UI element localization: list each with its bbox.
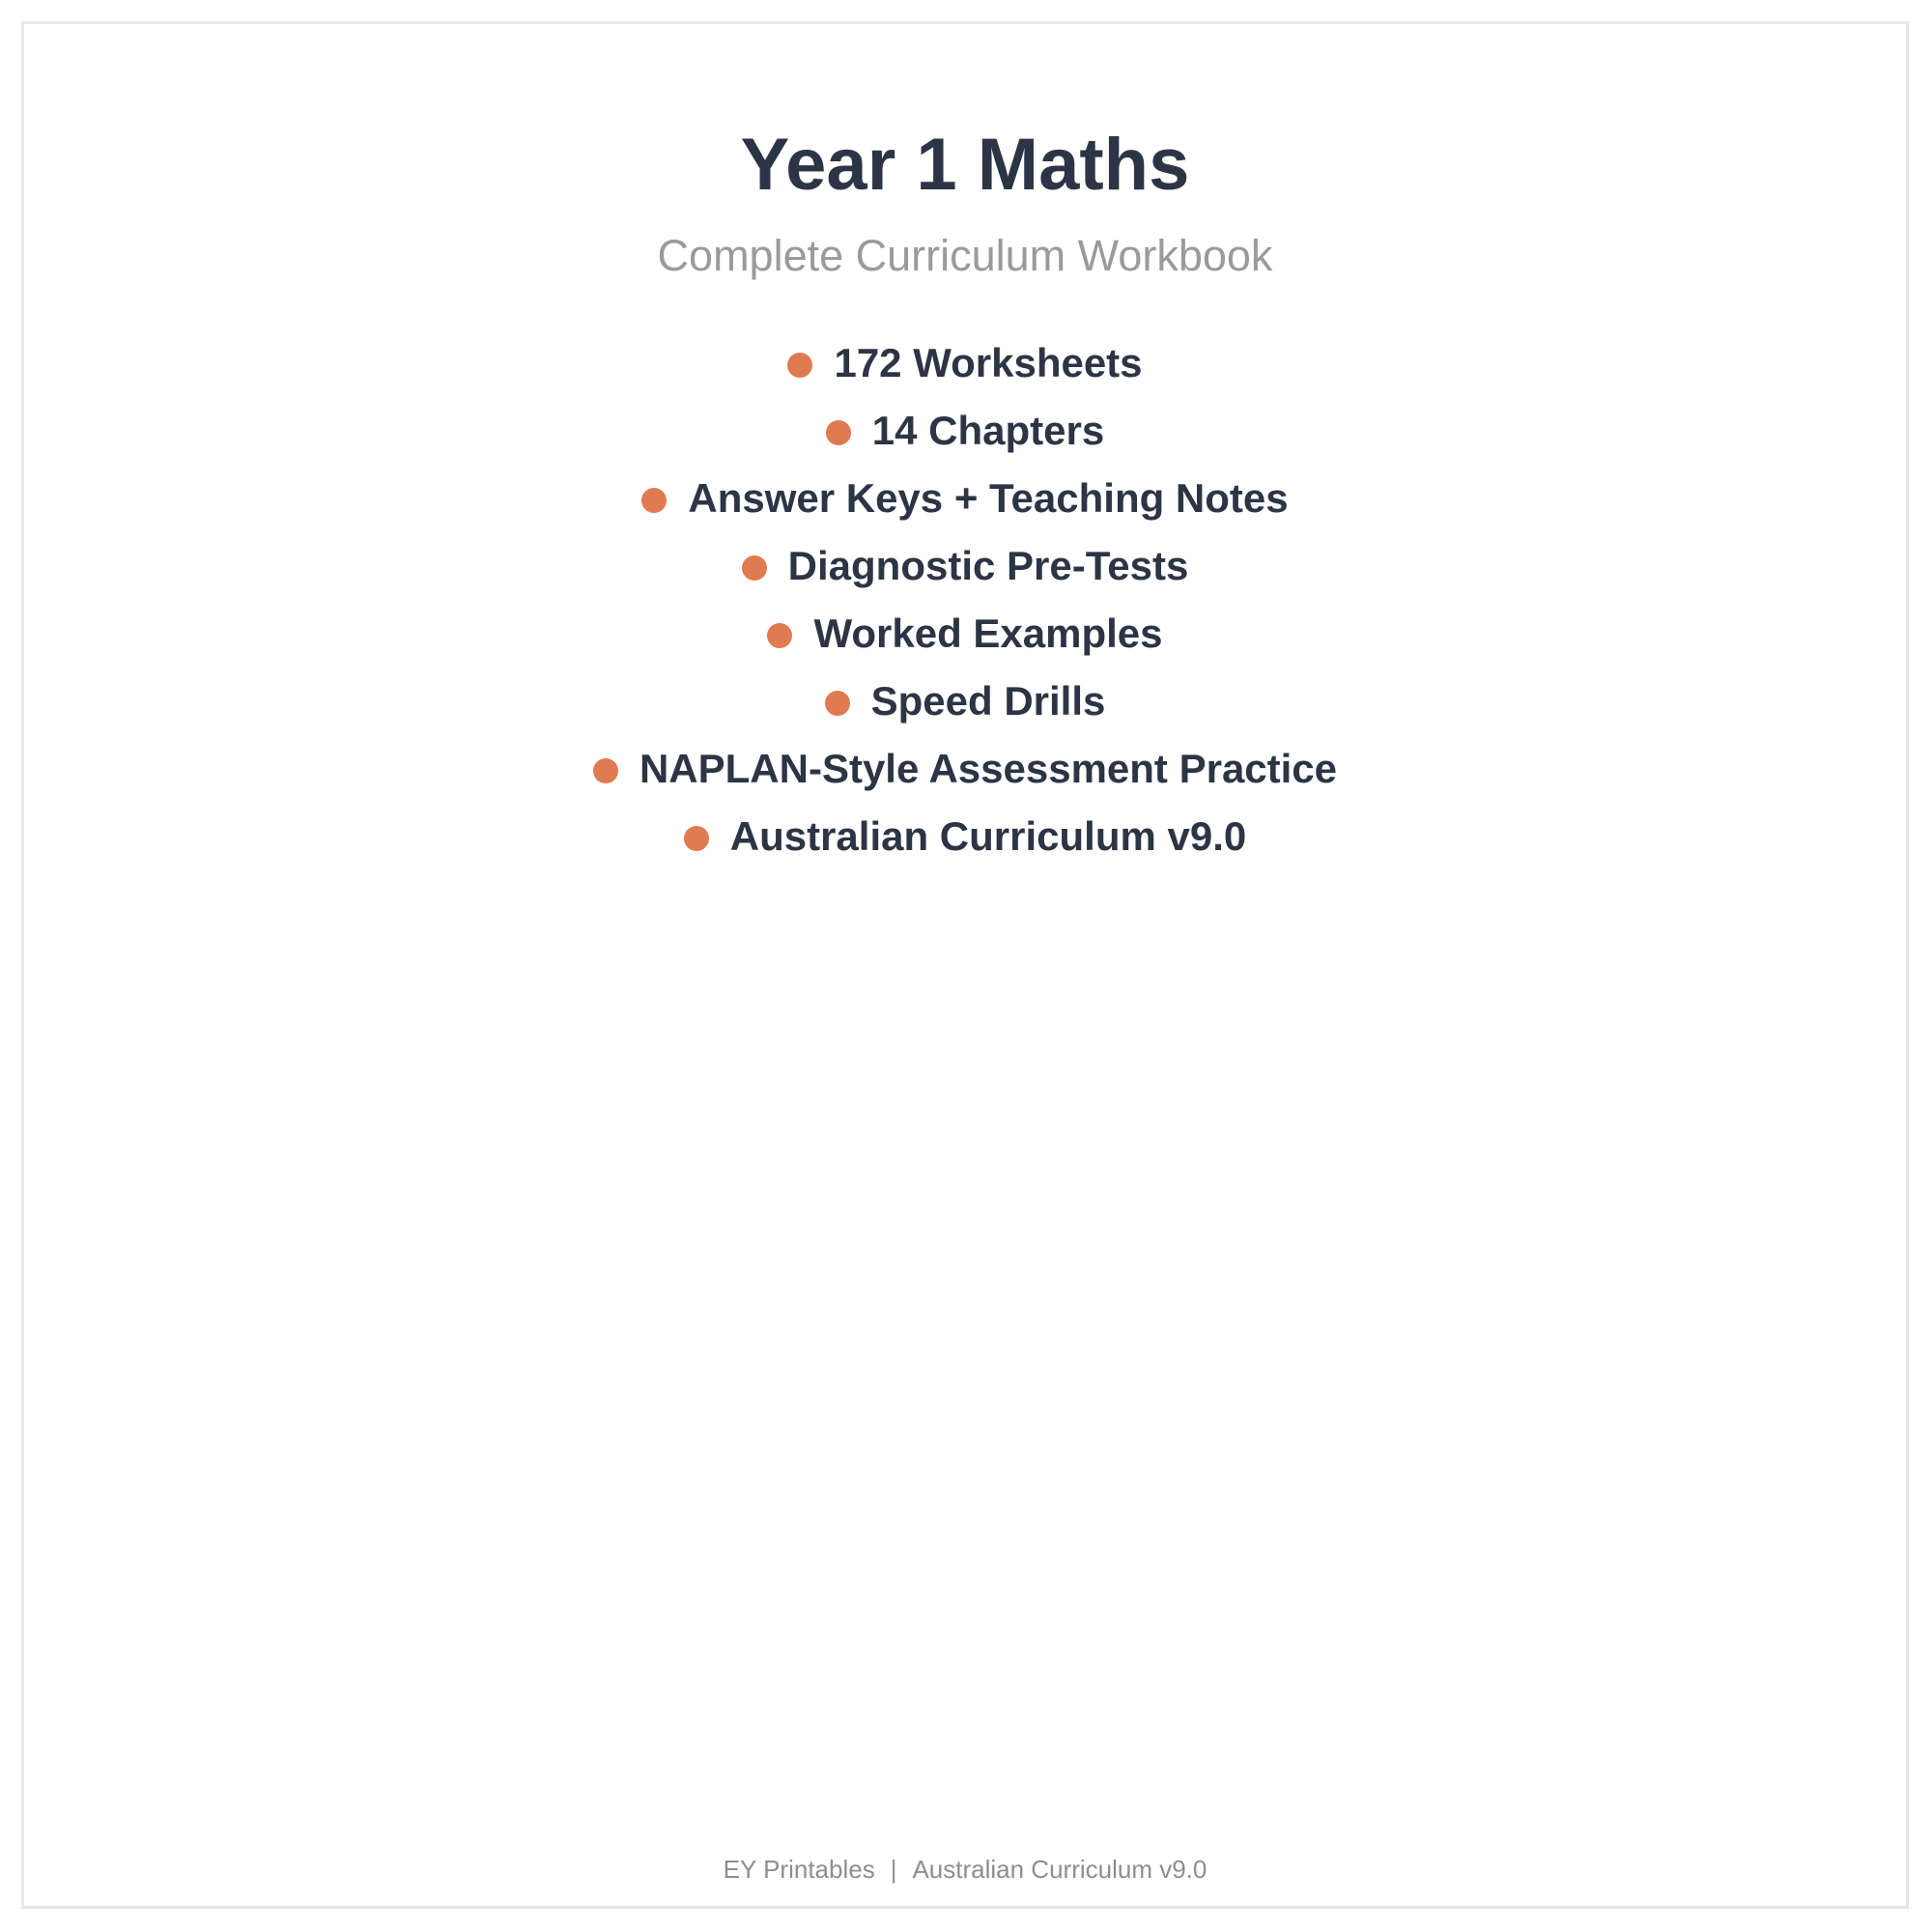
feature-item <box>24 465 1906 532</box>
feature-item <box>24 803 1906 870</box>
feature-item <box>24 532 1906 600</box>
page-footer <box>24 1857 1906 1882</box>
feature-item <box>24 600 1906 668</box>
feature-item <box>24 329 1906 397</box>
footer-separator: | <box>890 1855 897 1884</box>
footer-curriculum: Australian Curriculum v9.0 <box>912 1855 1208 1884</box>
feature-label: 172 Worksheets <box>834 340 1143 385</box>
feature-item <box>24 735 1906 803</box>
page-title: Year 1 Maths <box>740 124 1190 206</box>
bullet-dot-icon <box>825 691 850 716</box>
feature-item <box>24 397 1906 465</box>
feature-list <box>24 329 1906 870</box>
feature-label: NAPLAN-Style Assessment Practice <box>639 746 1338 791</box>
feature-label: Australian Curriculum v9.0 <box>729 813 1247 859</box>
bullet-dot-icon <box>641 488 667 513</box>
feature-label: 14 Chapters <box>871 408 1105 453</box>
feature-item <box>24 668 1906 735</box>
bullet-dot-icon <box>593 758 618 783</box>
feature-label: Worked Examples <box>813 611 1163 656</box>
page-subtitle: Complete Curriculum Workbook <box>657 231 1273 280</box>
feature-label: Answer Keys + Teaching Notes <box>688 475 1289 521</box>
workbook-cover-page <box>21 21 1909 1909</box>
footer-brand: EY Printables <box>723 1855 875 1884</box>
feature-label: Diagnostic Pre-Tests <box>787 543 1189 588</box>
bullet-dot-icon <box>742 555 767 581</box>
bullet-dot-icon <box>787 353 812 378</box>
bullet-dot-icon <box>826 420 851 445</box>
bullet-dot-icon <box>684 826 709 851</box>
bullet-dot-icon <box>767 623 792 648</box>
feature-label: Speed Drills <box>870 678 1106 724</box>
